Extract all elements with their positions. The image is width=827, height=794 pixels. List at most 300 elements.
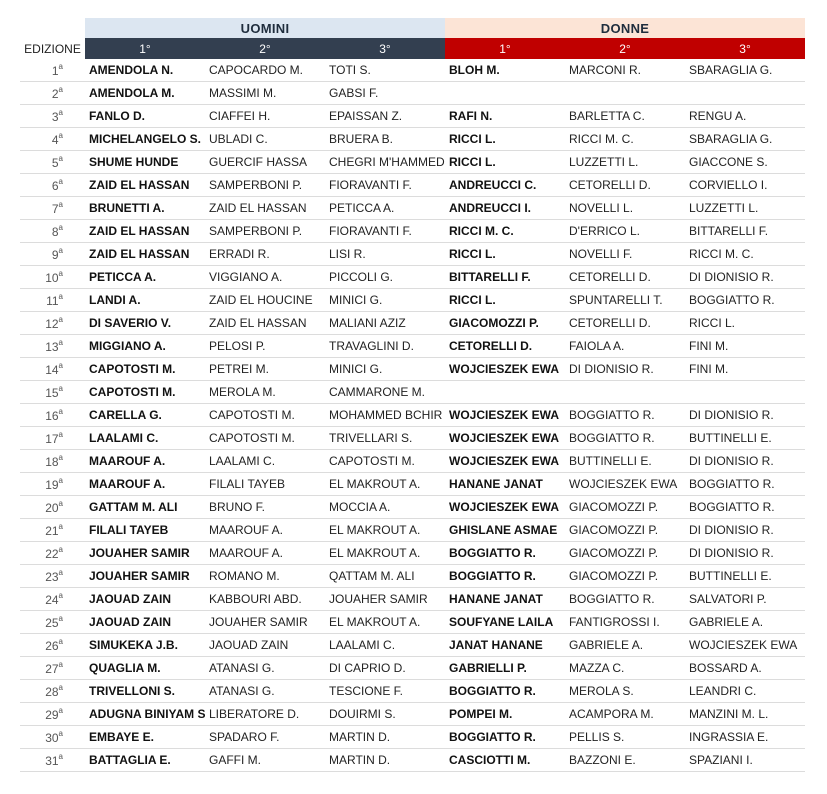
men-second-cell: FILALI TAYEB	[205, 473, 325, 496]
edition-number: 1	[51, 63, 59, 78]
men-first-cell: MICHELANGELO S.	[85, 128, 205, 151]
edition-ordinal: a	[58, 176, 63, 186]
edition-number: 8	[51, 224, 59, 239]
women-third-cell: BUTTINELLI E.	[685, 565, 805, 588]
edition-ordinal: a	[58, 337, 63, 347]
women-second-cell: BAZZONI E.	[565, 749, 685, 772]
edition-number: 28	[45, 684, 59, 699]
women-first-cell: BOGGIATTO R.	[445, 680, 565, 703]
men-third-cell: LISI R.	[325, 243, 445, 266]
women-second-cell: MAZZA C.	[565, 657, 685, 680]
edition-cell	[20, 680, 85, 703]
men-second-cell: BRUNO F.	[205, 496, 325, 519]
women-first-cell	[445, 381, 565, 404]
women-third-cell: RICCI M. C.	[685, 243, 805, 266]
men-second-cell: ZAID EL HASSAN	[205, 197, 325, 220]
table-row	[20, 128, 805, 151]
edition-cell	[20, 496, 85, 519]
edition-cell	[20, 220, 85, 243]
edition-ordinal: a	[58, 498, 63, 508]
women-second-cell: GIACOMOZZI P.	[565, 542, 685, 565]
women-second-cell: GABRIELE A.	[565, 634, 685, 657]
table-row	[20, 151, 805, 174]
women-first-header: 1°	[445, 38, 565, 59]
men-third-cell: MOCCIA A.	[325, 496, 445, 519]
men-first-cell: ZAID EL HASSAN	[85, 243, 205, 266]
women-first-cell: WOJCIESZEK EWA	[445, 496, 565, 519]
edition-cell	[20, 404, 85, 427]
table-row	[20, 680, 805, 703]
edition-ordinal: a	[58, 636, 63, 646]
edition-number: 13	[45, 339, 59, 354]
table-row	[20, 404, 805, 427]
group-header-row	[20, 18, 805, 38]
edition-ordinal: a	[58, 314, 63, 324]
men-first-cell: BATTAGLIA E.	[85, 749, 205, 772]
men-first-cell: EMBAYE E.	[85, 726, 205, 749]
table-row	[20, 473, 805, 496]
men-first-cell: MAAROUF A.	[85, 450, 205, 473]
men-second-cell: JAOUAD ZAIN	[205, 634, 325, 657]
men-second-cell: ZAID EL HASSAN	[205, 312, 325, 335]
edition-cell	[20, 726, 85, 749]
women-second-cell: MEROLA S.	[565, 680, 685, 703]
men-third-cell: JOUAHER SAMIR	[325, 588, 445, 611]
edition-number: 3	[51, 109, 59, 124]
women-first-cell: BOGGIATTO R.	[445, 542, 565, 565]
edition-header: EDIZIONE	[20, 38, 85, 59]
table-row	[20, 59, 805, 82]
edition-ordinal: a	[58, 291, 63, 301]
edition-number: 19	[45, 477, 59, 492]
men-third-cell: GABSI F.	[325, 82, 445, 105]
table-row	[20, 427, 805, 450]
women-third-cell: BOGGIATTO R.	[685, 473, 805, 496]
edition-ordinal: a	[58, 590, 63, 600]
women-third-cell: DI DIONISIO R.	[685, 266, 805, 289]
women-first-cell: GABRIELLI P.	[445, 657, 565, 680]
edition-ordinal: a	[58, 475, 63, 485]
edition-cell	[20, 243, 85, 266]
edition-number: 10	[45, 270, 59, 285]
edition-ordinal: a	[58, 567, 63, 577]
men-second-cell: JOUAHER SAMIR	[205, 611, 325, 634]
women-second-cell: NOVELLI F.	[565, 243, 685, 266]
men-third-cell: CAMMARONE M.	[325, 381, 445, 404]
women-second-cell: SPUNTARELLI T.	[565, 289, 685, 312]
table-row	[20, 381, 805, 404]
edition-number: 17	[45, 431, 59, 446]
men-third-cell: PETICCA A.	[325, 197, 445, 220]
women-third-cell: GABRIELE A.	[685, 611, 805, 634]
women-third-cell: SALVATORI P.	[685, 588, 805, 611]
women-second-cell: GIACOMOZZI P.	[565, 496, 685, 519]
table-row	[20, 634, 805, 657]
women-second-cell: CETORELLI D.	[565, 312, 685, 335]
men-second-cell: ROMANO M.	[205, 565, 325, 588]
edition-ordinal: a	[58, 613, 63, 623]
men-first-cell: GATTAM M. ALI	[85, 496, 205, 519]
men-first-header: 1°	[85, 38, 205, 59]
men-second-cell: GAFFI M.	[205, 749, 325, 772]
table-row	[20, 565, 805, 588]
women-third-cell: DI DIONISIO R.	[685, 450, 805, 473]
edition-cell	[20, 473, 85, 496]
women-first-cell: BOGGIATTO R.	[445, 726, 565, 749]
men-first-cell: BRUNETTI A.	[85, 197, 205, 220]
edition-number: 14	[45, 362, 59, 377]
men-third-cell: MOHAMMED BCHIR	[325, 404, 445, 427]
men-third-cell: DI CAPRIO D.	[325, 657, 445, 680]
women-first-cell: HANANE JANAT	[445, 588, 565, 611]
edition-number: 5	[51, 155, 59, 170]
men-first-cell: JOUAHER SAMIR	[85, 565, 205, 588]
women-second-cell: BUTTINELLI E.	[565, 450, 685, 473]
men-third-cell: MARTIN D.	[325, 749, 445, 772]
table-row	[20, 335, 805, 358]
men-third-cell: EPAISSAN Z.	[325, 105, 445, 128]
edition-ordinal: a	[58, 360, 63, 370]
men-third-cell: MINICI G.	[325, 358, 445, 381]
table-row	[20, 450, 805, 473]
women-second-cell: RICCI M. C.	[565, 128, 685, 151]
edition-number: 31	[45, 753, 59, 768]
edition-number: 6	[51, 178, 59, 193]
edition-ordinal: a	[58, 107, 63, 117]
women-first-cell: WOJCIESZEK EWA	[445, 358, 565, 381]
edition-ordinal: a	[58, 682, 63, 692]
edition-cell	[20, 358, 85, 381]
men-first-cell: MAAROUF A.	[85, 473, 205, 496]
table-row	[20, 243, 805, 266]
edition-ordinal: a	[58, 153, 63, 163]
women-first-cell: RICCI L.	[445, 243, 565, 266]
men-second-cell: CAPOCARDO M.	[205, 59, 325, 82]
men-first-cell: ZAID EL HASSAN	[85, 220, 205, 243]
women-third-header: 3°	[685, 38, 805, 59]
edition-cell	[20, 128, 85, 151]
men-third-cell: FIORAVANTI F.	[325, 174, 445, 197]
men-first-cell: TRIVELLONI S.	[85, 680, 205, 703]
women-first-cell: POMPEI M.	[445, 703, 565, 726]
women-second-cell: MARCONI R.	[565, 59, 685, 82]
men-first-cell: MIGGIANO A.	[85, 335, 205, 358]
edition-cell	[20, 266, 85, 289]
women-second-cell: FAIOLA A.	[565, 335, 685, 358]
men-first-cell: CARELLA G.	[85, 404, 205, 427]
edition-ordinal: a	[58, 544, 63, 554]
men-second-cell: UBLADI C.	[205, 128, 325, 151]
men-third-cell: LAALAMI C.	[325, 634, 445, 657]
table-row	[20, 266, 805, 289]
edition-ordinal: a	[58, 222, 63, 232]
women-second-cell: NOVELLI L.	[565, 197, 685, 220]
edition-number: 21	[45, 523, 59, 538]
men-first-cell: AMENDOLA M.	[85, 82, 205, 105]
men-third-cell: EL MAKROUT A.	[325, 519, 445, 542]
table-row	[20, 611, 805, 634]
men-second-cell: MAAROUF A.	[205, 519, 325, 542]
edition-ordinal: a	[58, 383, 63, 393]
men-first-cell: AMENDOLA N.	[85, 59, 205, 82]
men-third-header: 3°	[325, 38, 445, 59]
men-second-cell: CAPOTOSTI M.	[205, 404, 325, 427]
women-second-cell: CETORELLI D.	[565, 174, 685, 197]
edition-ordinal: a	[58, 406, 63, 416]
women-second-cell: WOJCIESZEK EWA	[565, 473, 685, 496]
women-first-cell: WOJCIESZEK EWA	[445, 404, 565, 427]
edition-number: 30	[45, 730, 59, 745]
table-row	[20, 657, 805, 680]
table-row	[20, 82, 805, 105]
table-row	[20, 312, 805, 335]
women-third-cell: BOGGIATTO R.	[685, 496, 805, 519]
women-first-cell: CASCIOTTI M.	[445, 749, 565, 772]
men-second-cell: CAPOTOSTI M.	[205, 427, 325, 450]
men-third-cell: QATTAM M. ALI	[325, 565, 445, 588]
table-row	[20, 749, 805, 772]
women-first-cell: BITTARELLI F.	[445, 266, 565, 289]
edition-cell	[20, 657, 85, 680]
women-first-cell: WOJCIESZEK EWA	[445, 427, 565, 450]
men-first-cell: JAOUAD ZAIN	[85, 588, 205, 611]
women-second-cell: BOGGIATTO R.	[565, 427, 685, 450]
men-third-cell: MARTIN D.	[325, 726, 445, 749]
results-body	[20, 59, 805, 772]
edition-ordinal: a	[58, 659, 63, 669]
men-third-cell: TOTI S.	[325, 59, 445, 82]
women-third-cell: RENGU A.	[685, 105, 805, 128]
table-row	[20, 197, 805, 220]
edition-number: 24	[45, 592, 59, 607]
edition-ordinal: a	[58, 521, 63, 531]
table-row	[20, 289, 805, 312]
women-third-cell: SPAZIANI I.	[685, 749, 805, 772]
edition-cell	[20, 82, 85, 105]
men-second-cell: GUERCIF HASSA	[205, 151, 325, 174]
podium-table	[20, 18, 805, 772]
women-second-header: 2°	[565, 38, 685, 59]
women-third-cell: LUZZETTI L.	[685, 197, 805, 220]
edition-number: 22	[45, 546, 59, 561]
women-third-cell: DI DIONISIO R.	[685, 519, 805, 542]
men-first-cell: PETICCA A.	[85, 266, 205, 289]
women-third-cell: CORVIELLO I.	[685, 174, 805, 197]
women-second-cell: GIACOMOZZI P.	[565, 565, 685, 588]
group-women-label: DONNE	[445, 18, 805, 38]
edition-ordinal: a	[58, 429, 63, 439]
men-second-cell: SPADARO F.	[205, 726, 325, 749]
men-first-cell: SHUME HUNDE	[85, 151, 205, 174]
women-third-cell: WOJCIESZEK EWA	[685, 634, 805, 657]
edition-cell	[20, 427, 85, 450]
women-first-cell: GHISLANE ASMAE	[445, 519, 565, 542]
women-second-cell: CETORELLI D.	[565, 266, 685, 289]
edition-number: 7	[51, 201, 59, 216]
women-first-cell: BLOH M.	[445, 59, 565, 82]
women-first-cell: RICCI L.	[445, 289, 565, 312]
women-third-cell: BUTTINELLI E.	[685, 427, 805, 450]
women-second-cell: D'ERRICO L.	[565, 220, 685, 243]
edition-number: 18	[45, 454, 59, 469]
men-second-cell: MASSIMI M.	[205, 82, 325, 105]
men-first-cell: CAPOTOSTI M.	[85, 358, 205, 381]
edition-ordinal: a	[58, 705, 63, 715]
edition-cell	[20, 450, 85, 473]
edition-number: 11	[46, 293, 59, 308]
edition-cell	[20, 542, 85, 565]
edition-cell	[20, 59, 85, 82]
men-second-cell: MAAROUF A.	[205, 542, 325, 565]
table-row	[20, 703, 805, 726]
women-first-cell: ANDREUCCI C.	[445, 174, 565, 197]
women-second-cell: GIACOMOZZI P.	[565, 519, 685, 542]
table-row	[20, 358, 805, 381]
edition-number: 23	[45, 569, 59, 584]
women-third-cell	[685, 381, 805, 404]
men-first-cell: FANLO D.	[85, 105, 205, 128]
men-third-cell: EL MAKROUT A.	[325, 473, 445, 496]
edition-cell	[20, 197, 85, 220]
column-header-row	[20, 38, 805, 59]
edition-cell	[20, 335, 85, 358]
men-second-cell: ATANASI G.	[205, 657, 325, 680]
women-first-cell: CETORELLI D.	[445, 335, 565, 358]
women-third-cell: GIACCONE S.	[685, 151, 805, 174]
men-third-cell: CHEGRI M'HAMMED	[325, 151, 445, 174]
women-third-cell: DI DIONISIO R.	[685, 404, 805, 427]
edition-number: 25	[45, 615, 59, 630]
women-first-cell	[445, 82, 565, 105]
women-third-cell: SBARAGLIA G.	[685, 128, 805, 151]
men-second-cell: PETREI M.	[205, 358, 325, 381]
table-row	[20, 519, 805, 542]
men-third-cell: TESCIONE F.	[325, 680, 445, 703]
men-second-cell: SAMPERBONI P.	[205, 174, 325, 197]
edition-number: 16	[45, 408, 59, 423]
women-first-cell: BOGGIATTO R.	[445, 565, 565, 588]
edition-cell	[20, 174, 85, 197]
men-third-cell: BRUERA B.	[325, 128, 445, 151]
women-second-cell	[565, 381, 685, 404]
women-first-cell: RICCI L.	[445, 128, 565, 151]
women-third-cell: INGRASSIA E.	[685, 726, 805, 749]
men-first-cell: LAALAMI C.	[85, 427, 205, 450]
edition-cell	[20, 611, 85, 634]
men-third-cell: TRIVELLARI S.	[325, 427, 445, 450]
table-row	[20, 588, 805, 611]
women-second-cell: FANTIGROSSI I.	[565, 611, 685, 634]
group-spacer	[20, 18, 85, 38]
men-second-cell: ZAID EL HOUCINE	[205, 289, 325, 312]
women-third-cell: FINI M.	[685, 358, 805, 381]
table-row	[20, 174, 805, 197]
women-third-cell: DI DIONISIO R.	[685, 542, 805, 565]
edition-ordinal: a	[58, 268, 63, 278]
edition-cell	[20, 312, 85, 335]
women-second-cell: DI DIONISIO R.	[565, 358, 685, 381]
men-third-cell: CAPOTOSTI M.	[325, 450, 445, 473]
men-first-cell: QUAGLIA M.	[85, 657, 205, 680]
edition-ordinal: a	[58, 728, 63, 738]
women-first-cell: JANAT HANANE	[445, 634, 565, 657]
table-row	[20, 496, 805, 519]
edition-ordinal: a	[58, 199, 63, 209]
men-first-cell: JAOUAD ZAIN	[85, 611, 205, 634]
men-first-cell: ADUGNA BINIYAM S	[85, 703, 205, 726]
men-second-header: 2°	[205, 38, 325, 59]
women-second-cell: PELLIS S.	[565, 726, 685, 749]
edition-ordinal: a	[58, 452, 63, 462]
women-third-cell: FINI M.	[685, 335, 805, 358]
edition-cell	[20, 519, 85, 542]
women-third-cell: MANZINI M. L.	[685, 703, 805, 726]
edition-ordinal: a	[58, 245, 63, 255]
women-third-cell: SBARAGLIA G.	[685, 59, 805, 82]
women-third-cell: LEANDRI C.	[685, 680, 805, 703]
edition-cell	[20, 749, 85, 772]
edition-cell	[20, 703, 85, 726]
men-third-cell: PICCOLI G.	[325, 266, 445, 289]
men-second-cell: SAMPERBONI P.	[205, 220, 325, 243]
men-first-cell: DI SAVERIO V.	[85, 312, 205, 335]
men-second-cell: LAALAMI C.	[205, 450, 325, 473]
women-second-cell: BOGGIATTO R.	[565, 588, 685, 611]
men-second-cell: VIGGIANO A.	[205, 266, 325, 289]
men-first-cell: FILALI TAYEB	[85, 519, 205, 542]
women-first-cell: GIACOMOZZI P.	[445, 312, 565, 335]
group-men-label: UOMINI	[85, 18, 445, 38]
men-second-cell: KABBOURI ABD.	[205, 588, 325, 611]
women-first-cell: WOJCIESZEK EWA	[445, 450, 565, 473]
men-first-cell: SIMUKEKA J.B.	[85, 634, 205, 657]
table-row	[20, 726, 805, 749]
women-first-cell: ANDREUCCI I.	[445, 197, 565, 220]
men-first-cell: JOUAHER SAMIR	[85, 542, 205, 565]
edition-cell	[20, 289, 85, 312]
edition-number: 4	[51, 132, 59, 147]
women-third-cell	[685, 82, 805, 105]
table-row	[20, 542, 805, 565]
women-second-cell: BOGGIATTO R.	[565, 404, 685, 427]
edition-number: 29	[45, 707, 59, 722]
men-second-cell: ERRADI R.	[205, 243, 325, 266]
men-second-cell: LIBERATORE D.	[205, 703, 325, 726]
table-row	[20, 220, 805, 243]
women-second-cell	[565, 82, 685, 105]
edition-cell	[20, 151, 85, 174]
edition-number: 15	[45, 385, 59, 400]
men-third-cell: MALIANI AZIZ	[325, 312, 445, 335]
men-third-cell: FIORAVANTI F.	[325, 220, 445, 243]
women-second-cell: BARLETTA C.	[565, 105, 685, 128]
edition-number: 26	[45, 638, 59, 653]
edition-ordinal: a	[58, 130, 63, 140]
edition-cell	[20, 381, 85, 404]
men-second-cell: PELOSI P.	[205, 335, 325, 358]
edition-ordinal: a	[58, 751, 63, 761]
edition-cell	[20, 588, 85, 611]
women-first-cell: RICCI L.	[445, 151, 565, 174]
women-third-cell: BOSSARD A.	[685, 657, 805, 680]
men-first-cell: LANDI A.	[85, 289, 205, 312]
men-third-cell: TRAVAGLINI D.	[325, 335, 445, 358]
men-third-cell: EL MAKROUT A.	[325, 611, 445, 634]
men-second-cell: CIAFFEI H.	[205, 105, 325, 128]
edition-number: 9	[51, 247, 59, 262]
edition-cell	[20, 105, 85, 128]
women-second-cell: LUZZETTI L.	[565, 151, 685, 174]
